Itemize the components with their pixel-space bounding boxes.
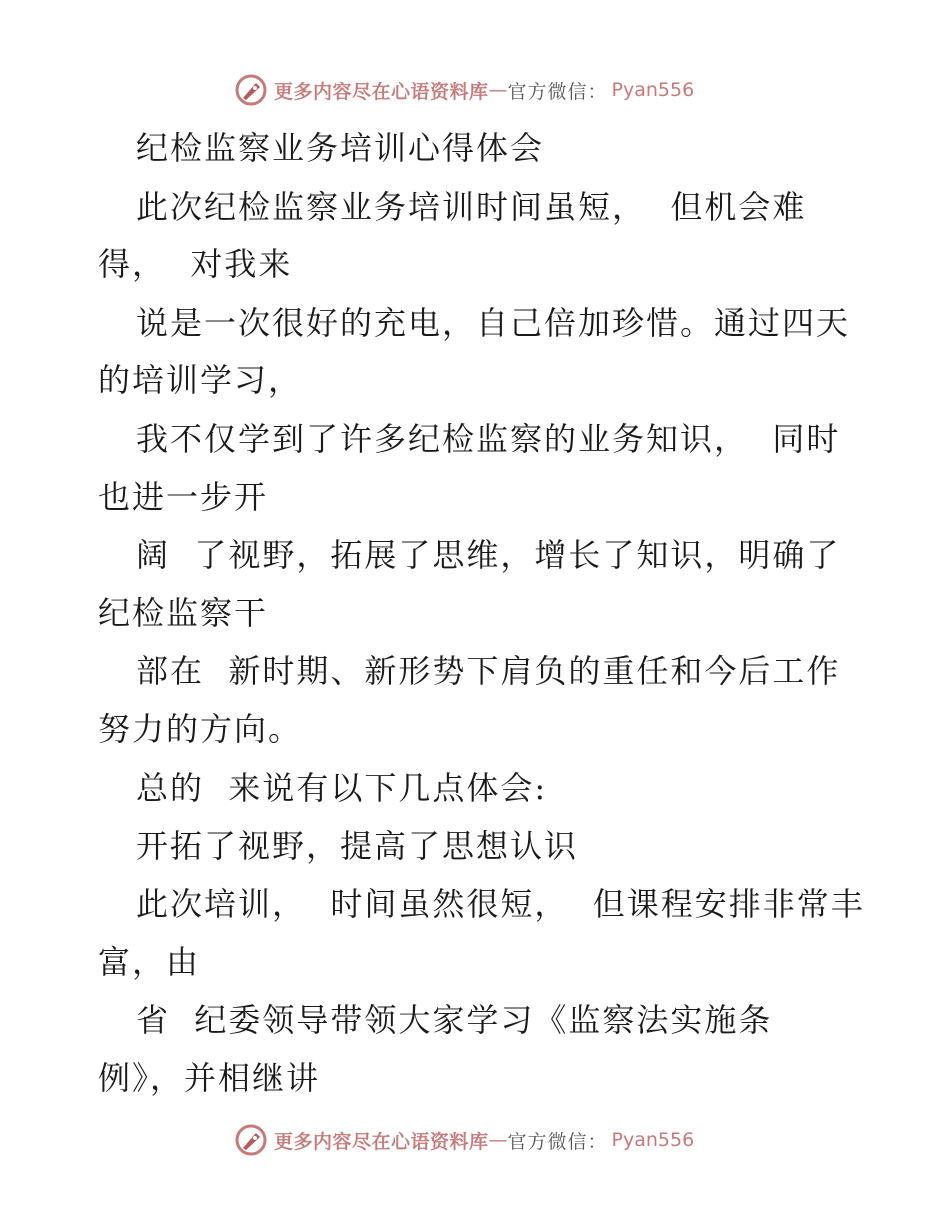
- text-line: 努力的方向。: [98, 710, 303, 748]
- text-line: 富，由: [98, 943, 201, 981]
- text-line: 说是一次很好的充电，自己倍加珍惜。通过四天: [136, 304, 851, 342]
- document-title: 纪检监察业务培训心得体会: [136, 129, 545, 167]
- text-line: 此次培训， 时间虽然很短， 但课程安排非常丰: [136, 885, 865, 923]
- watermark-dash: —: [488, 79, 508, 101]
- section-heading: 开拓了视野，提高了思想认识: [136, 827, 579, 865]
- text-line: 纪检监察干: [98, 594, 269, 632]
- text-line: 部在 新时期、新形势下肩负的重任和今后工作: [136, 652, 841, 690]
- pen-nib-circle-icon: [234, 73, 268, 107]
- watermark-dash: —: [488, 1129, 508, 1151]
- text-line: 此次纪检监察业务培训时间虽短， 但机会难: [136, 188, 807, 226]
- header-watermark: [234, 72, 694, 108]
- text-line: 省 纪委领导带领大家学习《监察法实施条: [136, 1001, 773, 1039]
- watermark-sub-text: 官方微信：: [507, 80, 608, 103]
- watermark-id: Pyan556: [611, 1129, 695, 1151]
- pen-nib-circle-icon: [234, 1123, 268, 1157]
- watermark-main-text: 更多内容尽在心语资料库: [274, 1130, 489, 1153]
- watermark-id: Pyan556: [611, 79, 695, 101]
- watermark-main-text: 更多内容尽在心语资料库: [274, 80, 489, 103]
- footer-watermark: [234, 1122, 694, 1158]
- text-line: 得， 对我来: [98, 245, 293, 283]
- watermark-sub-text: 官方微信：: [507, 1130, 608, 1153]
- text-line: 例》，并相继讲: [98, 1059, 321, 1097]
- text-line: 也进一步开: [98, 478, 269, 516]
- text-line: 阔 了视野，拓展了思维，增长了知识，明确了: [136, 536, 841, 574]
- text-line: 的培训学习，: [98, 361, 303, 399]
- text-line: 总的 来说有以下几点体会:: [136, 769, 548, 807]
- text-line: 我不仅学到了许多纪检监察的业务知识， 同时: [136, 420, 841, 458]
